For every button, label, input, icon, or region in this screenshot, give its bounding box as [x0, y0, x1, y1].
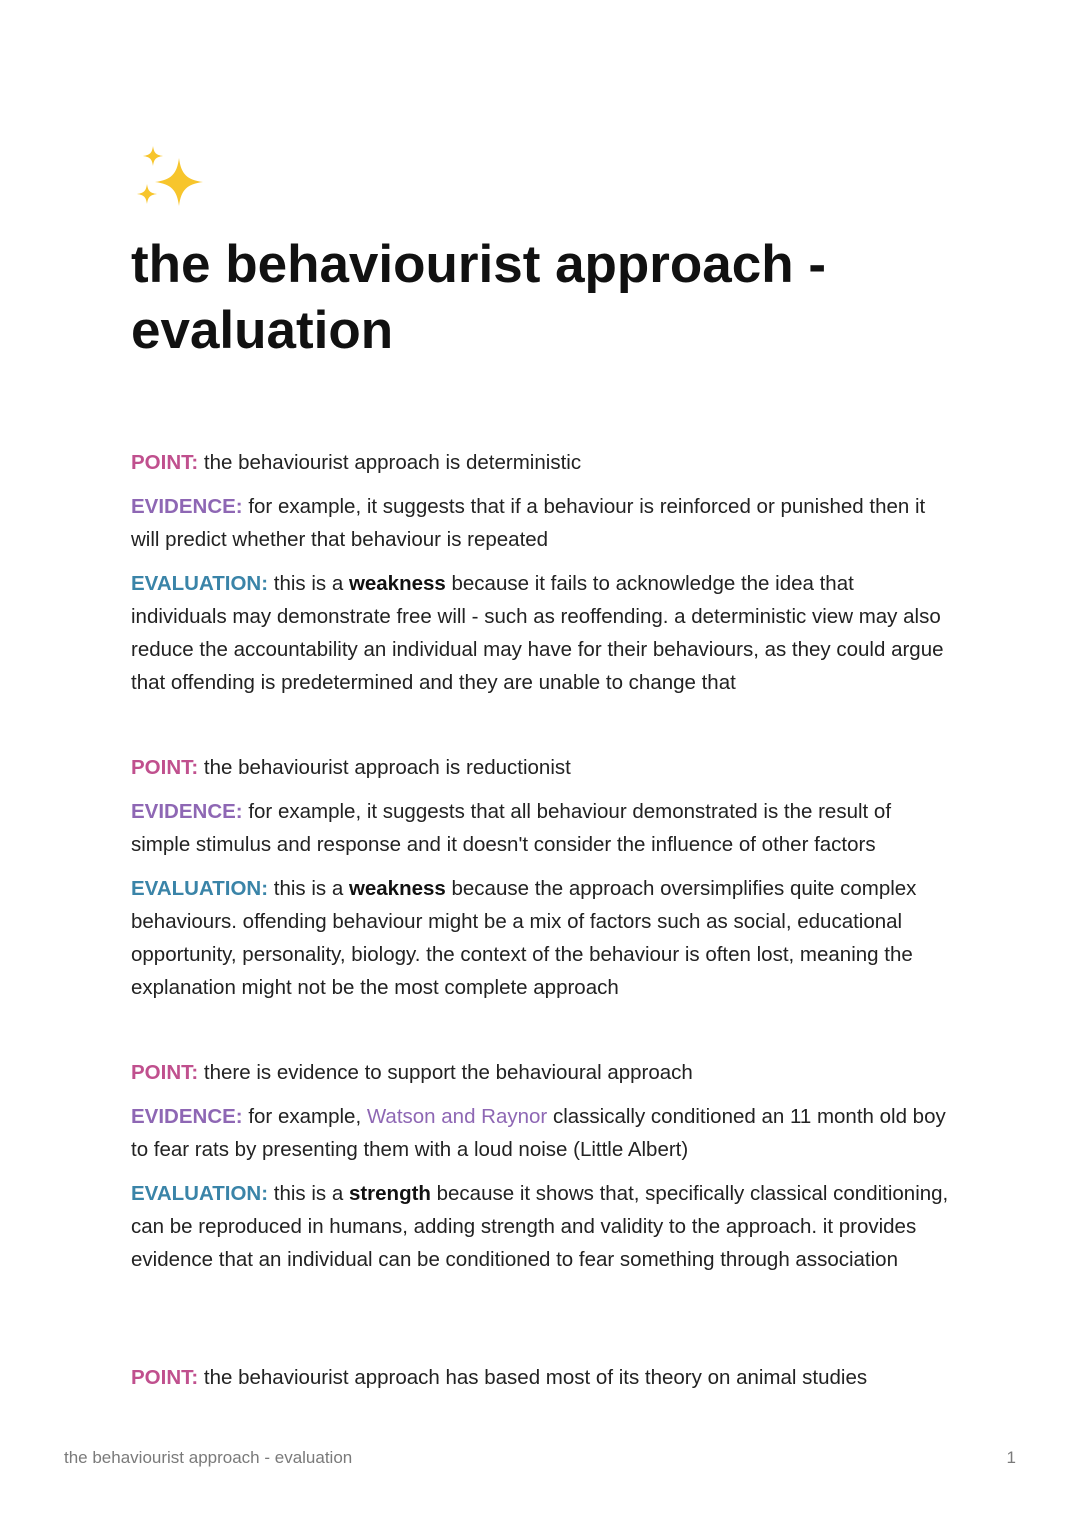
evaluation-verdict: weakness: [348, 572, 446, 595]
evaluation-paragraph: [131, 872, 951, 1004]
evidence-label: EVIDENCE:: [131, 495, 243, 518]
footer-document-title: the behaviourist approach - evaluation: [64, 1448, 353, 1467]
point-label: POINT:: [131, 1061, 199, 1084]
evidence-text: for example, it suggests that all behaviour demonstrated is the result of simple stimulus and response and it doesn't consider the influence of other factors: [131, 800, 892, 856]
section-supporting-evidence: [131, 1056, 951, 1287]
point-text: the behaviourist approach is reductionist: [198, 756, 571, 779]
evidence-text-post: classically conditioned an 11 month old boy to fear rats by presenting them with a loud noise (Little Albert): [131, 1105, 946, 1161]
evaluation-verdict: strength: [348, 1182, 431, 1205]
section-reductionism: [131, 751, 951, 1015]
evaluation-text-pre: this is a: [268, 877, 349, 900]
evaluation-verdict: weakness: [348, 877, 446, 900]
evaluation-text-post: because it fails to acknowledge the idea that individuals may demonstrate free will - such as reoffending. a deterministic view may also reduce the accountability an individual may have for their behaviours, as they could argue that offending is predetermined and they are unable to change that: [131, 572, 944, 694]
footer-page-number: 1: [1006, 1448, 1016, 1467]
evidence-label: EVIDENCE:: [131, 1105, 243, 1128]
point-paragraph: [131, 1056, 951, 1089]
evaluation-text-post: because the approach oversimplifies quite complex behaviours. offending behaviour might be a mix of factors such as social, educational opportunity, personality, biology. the context of the behaviour is often lost, meaning the explanation might not be the most complete approach: [131, 877, 917, 999]
point-paragraph: [131, 1361, 951, 1394]
evaluation-text-pre: this is a: [268, 572, 349, 595]
evaluation-label: EVALUATION:: [131, 877, 269, 900]
point-label: POINT:: [131, 451, 199, 474]
evaluation-paragraph: [131, 567, 951, 699]
section-animal-studies: [131, 1361, 951, 1405]
evidence-paragraph: [131, 795, 951, 861]
evaluation-label: EVALUATION:: [131, 572, 269, 595]
point-text: the behaviourist approach is deterministic: [198, 451, 582, 474]
point-paragraph: [131, 751, 951, 784]
section-determinism: [131, 446, 951, 710]
point-text: the behaviourist approach has based most of its theory on animal studies: [198, 1366, 868, 1389]
evidence-paragraph: [131, 1100, 951, 1166]
evaluation-text-pre: this is a: [268, 1182, 349, 1205]
point-label: POINT:: [131, 756, 199, 779]
watson-raynor-link[interactable]: Watson and Raynor: [366, 1105, 548, 1128]
evidence-text-pre: for example,: [242, 1105, 367, 1128]
evaluation-label: EVALUATION:: [131, 1182, 269, 1205]
point-label: POINT:: [131, 1366, 199, 1389]
evaluation-text-post: because it shows that, specifically classical conditioning, can be reproduced in humans, adding strength and validity to the approach. it provides evidence that an individual can be conditioned to fear something through association: [131, 1182, 949, 1271]
evidence-text: for example, it suggests that if a behaviour is reinforced or punished then it will predict whether that behaviour is repeated: [131, 495, 926, 551]
sparkles-icon: [131, 140, 213, 222]
evidence-label: EVIDENCE:: [131, 800, 243, 823]
point-text: there is evidence to support the behavioural approach: [198, 1061, 693, 1084]
point-paragraph: [131, 446, 951, 479]
page-title: the behaviourist approach - evaluation: [131, 235, 827, 360]
evidence-paragraph: [131, 490, 951, 556]
evaluation-paragraph: [131, 1177, 951, 1276]
